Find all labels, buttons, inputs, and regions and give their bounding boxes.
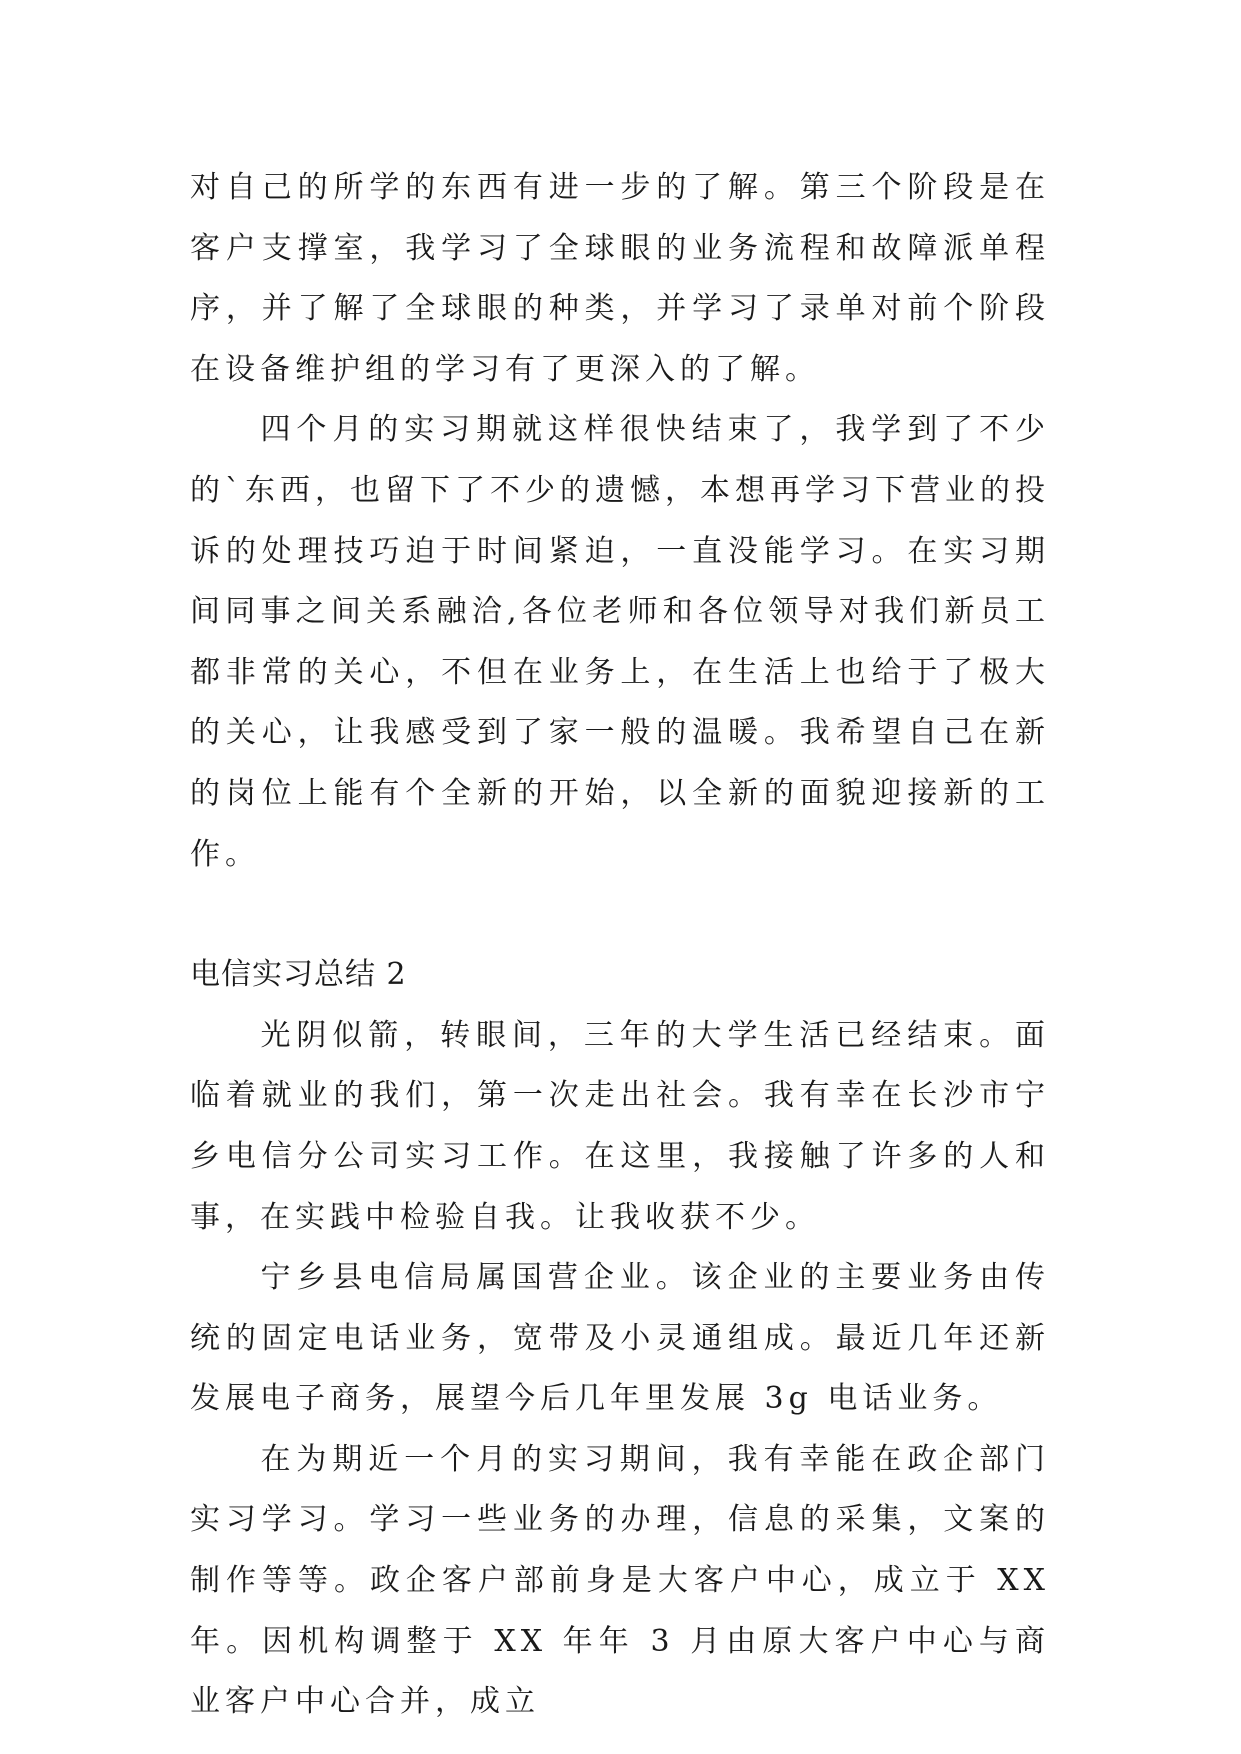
section-gap	[190, 885, 1050, 945]
document-body	[190, 158, 1050, 1733]
paragraph-continuation: 对自己的所学的东西有进一步的了解。第三个阶段是在客户支撑室，我学习了全球眼的业务流程和故障派单程序，并了解了全球眼的种类，并学习了录单对前个阶段在设备维护组的学习有了更深入的了解。	[190, 170, 1050, 387]
paragraph-department: 在为期近一个月的实习期间，我有幸能在政企部门实习学习。学习一些业务的办理，信息的采集，文案的制作等等。政企客户部前身是大客户中心，成立于 XX 年。因机构调整于 XX 年年 3 月由原大客户中心与商业客户中心合并，成立	[190, 1441, 1050, 1720]
paragraph-internship-summary: 四个月的实习期就这样很快结束了，我学到了不少的`东西，也留下了不少的遗憾，本想再学习下营业的投诉的处理技巧迫于时间紧迫，一直没能学习。在实习期间同事之间关系融洽,各位老师和各位领导对我们新员工都非常的关心，不但在业务上，在生活上也给于了极大的关心，让我感受到了家一般的温暖。我希望自己在新的岗位上能有个全新的开始，以全新的面貌迎接新的工作。	[190, 412, 1050, 872]
paragraph-intro: 光阴似箭，转眼间，三年的大学生活已经结束。面临着就业的我们，第一次走出社会。我有幸在长沙市宁乡电信分公司实习工作。在这里，我接触了许多的人和事，在实践中检验自我。让我收获不少。	[190, 1017, 1050, 1235]
paragraph-company: 宁乡县电信局属国营企业。该企业的主要业务由传统的固定电话业务，宽带及小灵通组成。最近几年还新发展电子商务，展望今后几年里发展 3g 电话业务。	[190, 1260, 1050, 1417]
section-title: 电信实习总结 2	[190, 957, 407, 993]
